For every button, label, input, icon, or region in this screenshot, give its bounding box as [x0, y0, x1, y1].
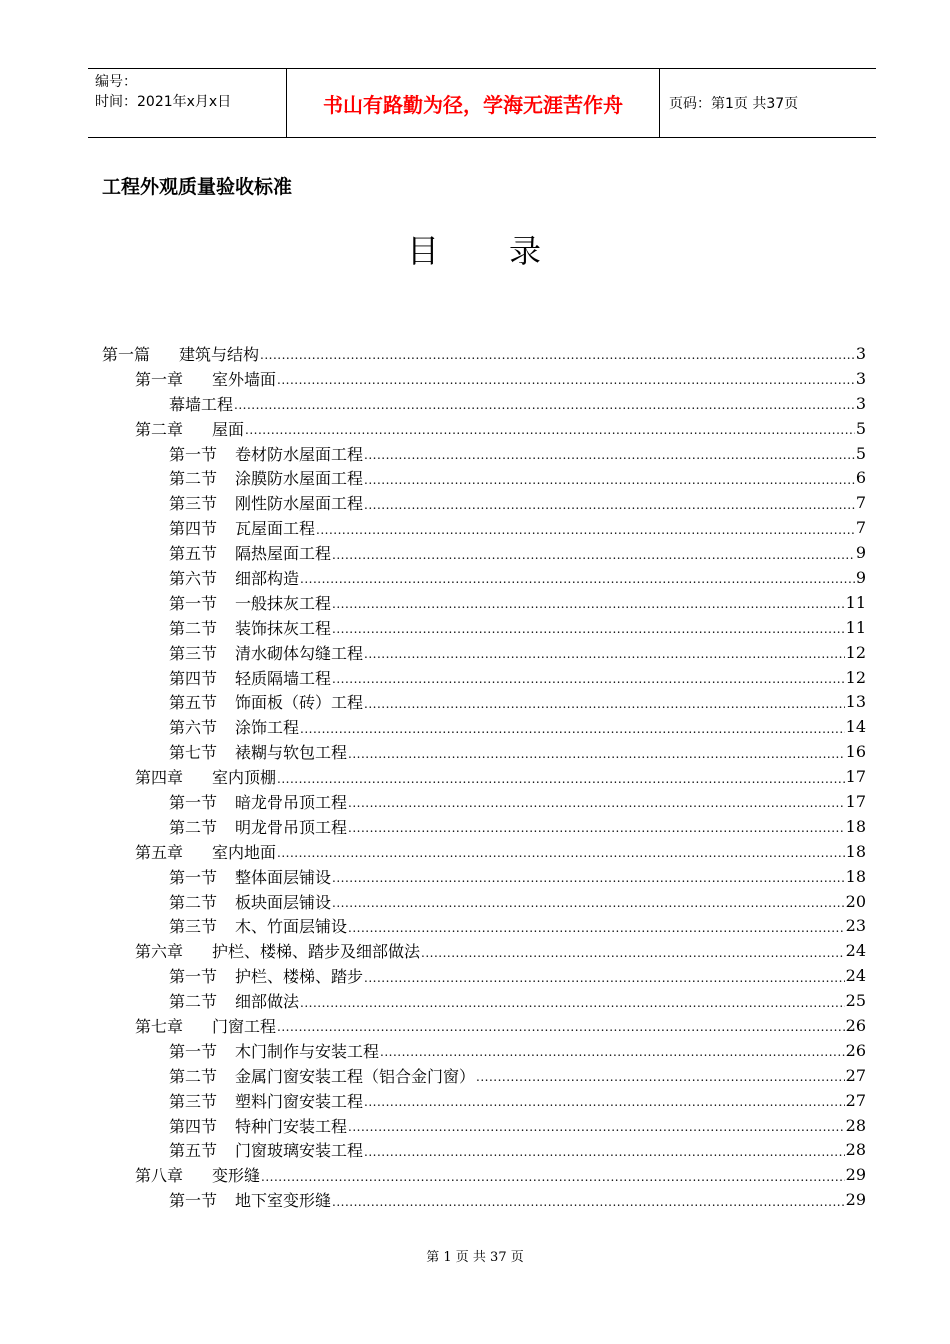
toc-entry[interactable]: [102, 490, 866, 515]
toc-entry-page: 5: [855, 418, 866, 438]
toc-entry-page: 26: [845, 1040, 866, 1060]
toc-entry[interactable]: [102, 341, 866, 366]
toc-entry-page: 7: [855, 518, 866, 538]
toc-entry-page: 12: [845, 667, 866, 687]
toc-leader-dots: [364, 644, 845, 660]
toc-entry-number: 第一节: [169, 444, 218, 464]
toc-entry-number: 第六节: [169, 718, 218, 738]
toc-entry-number: 第二节: [169, 992, 218, 1012]
toc-leader-dots: [277, 843, 845, 859]
toc-entry-page: 29: [845, 1165, 866, 1185]
toc-entry-title: 变形缝: [212, 1166, 261, 1186]
toc-leader-dots: [364, 445, 855, 461]
toc-entry[interactable]: [102, 1013, 866, 1038]
toc-entry-title: 屋面: [212, 419, 245, 439]
toc-entry-title: 门窗工程: [212, 1016, 277, 1036]
toc-entry-title: 木、竹面层铺设: [235, 917, 348, 937]
toc-entry-number: 第一节: [169, 967, 218, 987]
toc-leader-dots: [364, 968, 845, 984]
toc-leader-dots: [277, 370, 855, 386]
toc-entry-title: 瓦屋面工程: [235, 519, 316, 539]
toc-entry[interactable]: [102, 839, 866, 864]
toc-entry-title: 裱糊与软包工程: [235, 743, 348, 763]
page-footer: 第 1 页 共 37 页: [426, 1250, 524, 1265]
toc-entry[interactable]: [102, 441, 866, 466]
toc-entry-title: 塑料门窗安装工程: [235, 1091, 364, 1111]
toc-entry-page: 27: [845, 1065, 866, 1085]
toc-entry-page: 12: [845, 642, 866, 662]
toc-entry-number: 第一节: [169, 1191, 218, 1211]
toc-entry-number: 第八章: [135, 1166, 184, 1186]
toc-entry[interactable]: [102, 1038, 866, 1063]
table-of-contents: [102, 341, 866, 1212]
toc-entry-page: 25: [845, 991, 866, 1011]
toc-entry-number: 第二章: [135, 419, 184, 439]
toc-entry-title: 护栏、楼梯、踏步及细部做法: [212, 942, 421, 962]
toc-entry-title: 建筑与结构: [179, 344, 260, 364]
header-meta: [88, 69, 287, 137]
toc-entry-page: 16: [845, 742, 866, 762]
toc-entry-page: 3: [855, 343, 866, 363]
toc-leader-dots: [364, 495, 855, 511]
toc-entry-title: 清水砌体勾缝工程: [235, 643, 364, 663]
toc-entry[interactable]: [102, 689, 866, 714]
toc-entry-title: 金属门窗安装工程（铝合金门窗）: [235, 1066, 476, 1086]
toc-entry[interactable]: [102, 1088, 866, 1113]
toc-leader-dots: [277, 769, 845, 785]
toc-entry[interactable]: [102, 789, 866, 814]
toc-entry[interactable]: [102, 1162, 866, 1187]
toc-entry-page: 7: [855, 493, 866, 513]
header-motto: [287, 69, 660, 137]
toc-entry-number: 第一节: [169, 593, 218, 613]
toc-entry-page: 18: [845, 841, 866, 861]
toc-entry[interactable]: [102, 540, 866, 565]
toc-entry-title: 室内地面: [212, 842, 277, 862]
toc-entry-title: 室内顶棚: [212, 768, 277, 788]
toc-entry-number: 第一节: [169, 1041, 218, 1061]
toc-entry-number: 第三节: [169, 917, 218, 937]
toc-entry-page: 20: [845, 891, 866, 911]
header-number: 编号：: [95, 74, 137, 90]
toc-entry-number: 第七节: [169, 743, 218, 763]
toc-entry[interactable]: [102, 366, 866, 391]
toc-entry-title: 幕墙工程: [169, 394, 234, 414]
toc-leader-dots: [332, 868, 845, 884]
toc-leader-dots: [380, 1042, 845, 1058]
toc-leader-dots: [364, 1092, 845, 1108]
toc-leader-dots: [348, 793, 845, 809]
toc-entry-title: 门窗玻璃安装工程: [235, 1141, 364, 1161]
toc-entry-number: 第三节: [169, 1091, 218, 1111]
toc-entry-number: 第六章: [135, 942, 184, 962]
toc-leader-dots: [364, 694, 845, 710]
toc-leader-dots: [348, 744, 845, 760]
toc-entry-number: 第三节: [169, 494, 218, 514]
toc-leader-dots: [421, 943, 845, 959]
header-page-label: 页码：第1页 共37页: [669, 96, 799, 112]
toc-entry-number: 第一节: [169, 792, 218, 812]
toc-entry-page: 17: [845, 767, 866, 787]
toc-entry-page: 28: [845, 1115, 866, 1135]
toc-entry-page: 9: [855, 567, 866, 587]
toc-entry-page: 27: [845, 1090, 866, 1110]
toc-leader-dots: [234, 395, 855, 411]
toc-entry[interactable]: [102, 889, 866, 914]
toc-entry[interactable]: [102, 640, 866, 665]
toc-entry-title: 地下室变形缝: [235, 1191, 332, 1211]
toc-entry-title: 室外墙面: [212, 369, 277, 389]
toc-entry-number: 第五节: [169, 1141, 218, 1161]
toc-entry[interactable]: [102, 814, 866, 839]
toc-entry-number: 第一章: [135, 369, 184, 389]
toc-entry-page: 11: [845, 617, 866, 637]
toc-entry-page: 3: [855, 393, 866, 413]
toc-entry-number: 第二节: [169, 892, 218, 912]
toc-entry-page: 29: [845, 1190, 866, 1210]
page-header: [88, 68, 876, 138]
toc-entry-title: 木门制作与安装工程: [235, 1041, 380, 1061]
toc-entry[interactable]: [102, 391, 866, 416]
toc-entry-number: 第二节: [169, 1066, 218, 1086]
toc-entry[interactable]: [102, 988, 866, 1013]
toc-leader-dots: [261, 1167, 845, 1183]
toc-entry-page: 18: [845, 866, 866, 886]
toc-leader-dots: [300, 993, 845, 1009]
toc-entry-page: 6: [855, 468, 866, 488]
toc-entry-page: 24: [845, 941, 866, 961]
toc-entry-page: 13: [845, 692, 866, 712]
toc-leader-dots: [476, 1067, 845, 1083]
toc-entry-page: 14: [845, 717, 866, 737]
toc-entry-number: 第一篇: [102, 344, 151, 364]
toc-leader-dots: [332, 594, 845, 610]
toc-entry[interactable]: [102, 1187, 866, 1212]
toc-entry-number: 第四节: [169, 1116, 218, 1136]
toc-entry-title: 护栏、楼梯、踏步: [235, 967, 364, 987]
toc-entry[interactable]: [102, 615, 866, 640]
toc-heading: 目 录: [406, 232, 543, 270]
toc-entry-title: 板块面层铺设: [235, 892, 332, 912]
toc-entry[interactable]: [102, 590, 866, 615]
toc-entry[interactable]: [102, 963, 866, 988]
toc-entry[interactable]: [102, 764, 866, 789]
toc-entry[interactable]: [102, 565, 866, 590]
toc-entry-page: 28: [845, 1140, 866, 1160]
toc-entry-number: 第三节: [169, 643, 218, 663]
toc-entry-page: 24: [845, 966, 866, 986]
toc-leader-dots: [332, 619, 845, 635]
toc-entry-page: 26: [845, 1015, 866, 1035]
toc-entry-number: 第五章: [135, 842, 184, 862]
toc-entry-title: 隔热屋面工程: [235, 544, 332, 564]
toc-entry-page: 11: [845, 592, 866, 612]
toc-leader-dots: [245, 420, 855, 436]
toc-entry-number: 第二节: [169, 469, 218, 489]
toc-entry[interactable]: [102, 465, 866, 490]
toc-entry-page: 18: [845, 816, 866, 836]
toc-entry-page: 17: [845, 791, 866, 811]
toc-leader-dots: [348, 818, 845, 834]
toc-leader-dots: [348, 1117, 845, 1133]
toc-leader-dots: [364, 1142, 845, 1158]
toc-entry-title: 刚性防水屋面工程: [235, 494, 364, 514]
toc-leader-dots: [260, 345, 855, 361]
toc-entry-title: 涂膜防水屋面工程: [235, 469, 364, 489]
toc-entry-title: 明龙骨吊顶工程: [235, 817, 348, 837]
toc-entry-number: 第五节: [169, 693, 218, 713]
toc-entry-number: 第五节: [169, 544, 218, 564]
toc-leader-dots: [277, 1017, 845, 1033]
toc-entry[interactable]: [102, 416, 866, 441]
toc-entry[interactable]: [102, 938, 866, 963]
toc-leader-dots: [332, 545, 855, 561]
header-page-info: [660, 69, 876, 137]
toc-entry-page: 3: [855, 368, 866, 388]
toc-leader-dots: [300, 569, 855, 585]
toc-entry[interactable]: [102, 515, 866, 540]
toc-entry-number: 第四章: [135, 768, 184, 788]
toc-entry-title: 细部构造: [235, 568, 300, 588]
toc-entry[interactable]: [102, 739, 866, 764]
toc-entry-title: 饰面板（砖）工程: [235, 693, 364, 713]
toc-leader-dots: [332, 1192, 845, 1208]
toc-leader-dots: [332, 669, 845, 685]
toc-leader-dots: [316, 520, 855, 536]
toc-entry[interactable]: [102, 864, 866, 889]
motto-text: 书山有路勤为径，学海无涯苦作舟: [323, 92, 623, 117]
document-title: 工程外观质量验收标准: [102, 176, 293, 198]
toc-entry-number: 第二节: [169, 618, 218, 638]
toc-leader-dots: [364, 470, 855, 486]
toc-entry-title: 装饰抹灰工程: [235, 618, 332, 638]
toc-entry[interactable]: [102, 1113, 866, 1138]
toc-entry-number: 第二节: [169, 817, 218, 837]
toc-leader-dots: [300, 719, 845, 735]
toc-entry-title: 一般抹灰工程: [235, 593, 332, 613]
header-time: 时间：2021年x月x日: [95, 94, 232, 110]
toc-entry-number: 第七章: [135, 1016, 184, 1036]
toc-entry-title: 整体面层铺设: [235, 867, 332, 887]
toc-entry-page: 5: [855, 443, 866, 463]
toc-entry-title: 暗龙骨吊顶工程: [235, 792, 348, 812]
toc-entry[interactable]: [102, 913, 866, 938]
toc-leader-dots: [348, 918, 845, 934]
toc-entry-number: 第四节: [169, 668, 218, 688]
toc-entry-title: 卷材防水屋面工程: [235, 444, 364, 464]
toc-entry-title: 细部做法: [235, 992, 300, 1012]
toc-entry-page: 23: [845, 916, 866, 936]
toc-entry-title: 涂饰工程: [235, 718, 300, 738]
toc-leader-dots: [332, 893, 845, 909]
toc-entry-title: 轻质隔墙工程: [235, 668, 332, 688]
toc-entry[interactable]: [102, 714, 866, 739]
toc-entry-page: 9: [855, 543, 866, 563]
toc-entry-title: 特种门安装工程: [235, 1116, 348, 1136]
toc-entry-number: 第六节: [169, 568, 218, 588]
toc-entry[interactable]: [102, 665, 866, 690]
toc-entry-number: 第四节: [169, 519, 218, 539]
toc-entry[interactable]: [102, 1063, 866, 1088]
toc-entry-number: 第一节: [169, 867, 218, 887]
toc-entry[interactable]: [102, 1138, 866, 1163]
